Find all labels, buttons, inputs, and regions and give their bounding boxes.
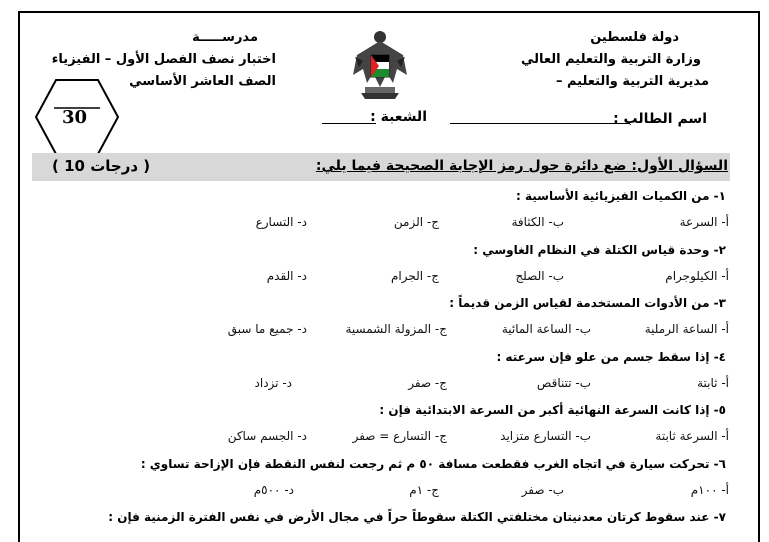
- option-d[interactable]: د- الجسم ساكن: [227, 429, 307, 443]
- header-country: دولة فلسطين: [590, 30, 679, 45]
- option-a[interactable]: أ- السرعة ثابتة: [655, 429, 729, 443]
- option-d[interactable]: د- جميع ما سبق: [227, 322, 307, 336]
- option-c[interactable]: ج- التسارع = صفر: [352, 429, 447, 443]
- option-a[interactable]: أ- السرعة: [679, 215, 729, 229]
- question1-marks: ( 10 درجات ): [52, 157, 151, 175]
- option-d[interactable]: د- تزداد: [254, 376, 292, 390]
- option-d[interactable]: د- ٥٠٠م: [253, 483, 294, 497]
- option-a[interactable]: أ- الكيلوجرام: [665, 269, 729, 283]
- option-b[interactable]: ب- تتناقص: [536, 376, 591, 390]
- option-b[interactable]: ب- الساعة المائية: [501, 322, 591, 336]
- option-d[interactable]: د- التسارع: [255, 215, 307, 229]
- option-b[interactable]: ب- الصلج: [515, 269, 564, 283]
- option-a[interactable]: أ- الساعة الرملية: [644, 322, 729, 336]
- option-d[interactable]: د- القدم: [266, 269, 307, 283]
- question1-title: السؤال الأول: ضع دائرة حول رمز الإجابة الصحيحة فيما يلي:: [315, 158, 728, 174]
- page-border-left: [18, 11, 20, 542]
- option-c[interactable]: ج- الجرام: [390, 269, 439, 283]
- option-b[interactable]: ب- التسارع متزايد: [500, 429, 591, 443]
- option-c[interactable]: ج- الزمن: [393, 215, 439, 229]
- option-c[interactable]: ج- المزولة الشمسية: [345, 322, 447, 336]
- header-school: مدرســـــة: [192, 30, 258, 45]
- option-a[interactable]: أ- ١٠٠م: [690, 483, 729, 497]
- question-stem: ٣- من الأدوات المستخدمة لقياس الزمن قديماً :: [449, 296, 726, 310]
- option-c[interactable]: ج- ١م: [409, 483, 439, 497]
- section-label: الشعبة :: [370, 109, 427, 125]
- option-a[interactable]: أ- ثابتة: [697, 376, 729, 390]
- option-b[interactable]: ب- الكثافة: [511, 215, 564, 229]
- score-total: 30: [62, 107, 88, 128]
- question-stem: ٦- تحركت سيارة في اتجاه الغرب فقطعت مسافة ٥٠ م ثم رجعت لنفس النقطة فإن الإزاحة تساوي :: [140, 457, 726, 471]
- question-stem: ٢- وحدة قياس الكتلة في النظام الغاوسي :: [473, 243, 726, 257]
- student-name-label: اسم الطالب :: [613, 111, 707, 127]
- header-ministry: وزارة التربية والتعليم العالي: [520, 52, 701, 67]
- palestine-eagle-emblem-icon: [349, 27, 411, 99]
- header-directorate: مديرية التربية والتعليم –: [555, 74, 709, 89]
- header-grade: الصف العاشر الأساسي: [129, 74, 276, 89]
- page-border-top: [18, 11, 760, 13]
- question-stem: ٥- إذا كانت السرعة النهائية أكبر من السرعة الابتدائية فإن :: [379, 403, 726, 417]
- question-stem: ١- من الكميات الفيزيائية الأساسية :: [516, 189, 726, 203]
- question-stem: ٤- إذا سقط جسم من علو فإن سرعته :: [496, 350, 726, 364]
- option-b[interactable]: ب- صفر: [521, 483, 564, 497]
- option-c[interactable]: ج- صفر: [408, 376, 447, 390]
- header-exam-title: اختبار نصف الفصل الأول – الفيزياء: [51, 52, 276, 67]
- section-line[interactable]: [322, 123, 376, 124]
- page-border-right: [758, 11, 760, 542]
- student-name-line[interactable]: [450, 123, 630, 124]
- question-stem: ٧- عند سقوط كرتان معدنيتان مختلفتي الكتلة سقوطاً حراً في مجال الأرض في نفس الفترة الزمنية فإن :: [108, 510, 726, 524]
